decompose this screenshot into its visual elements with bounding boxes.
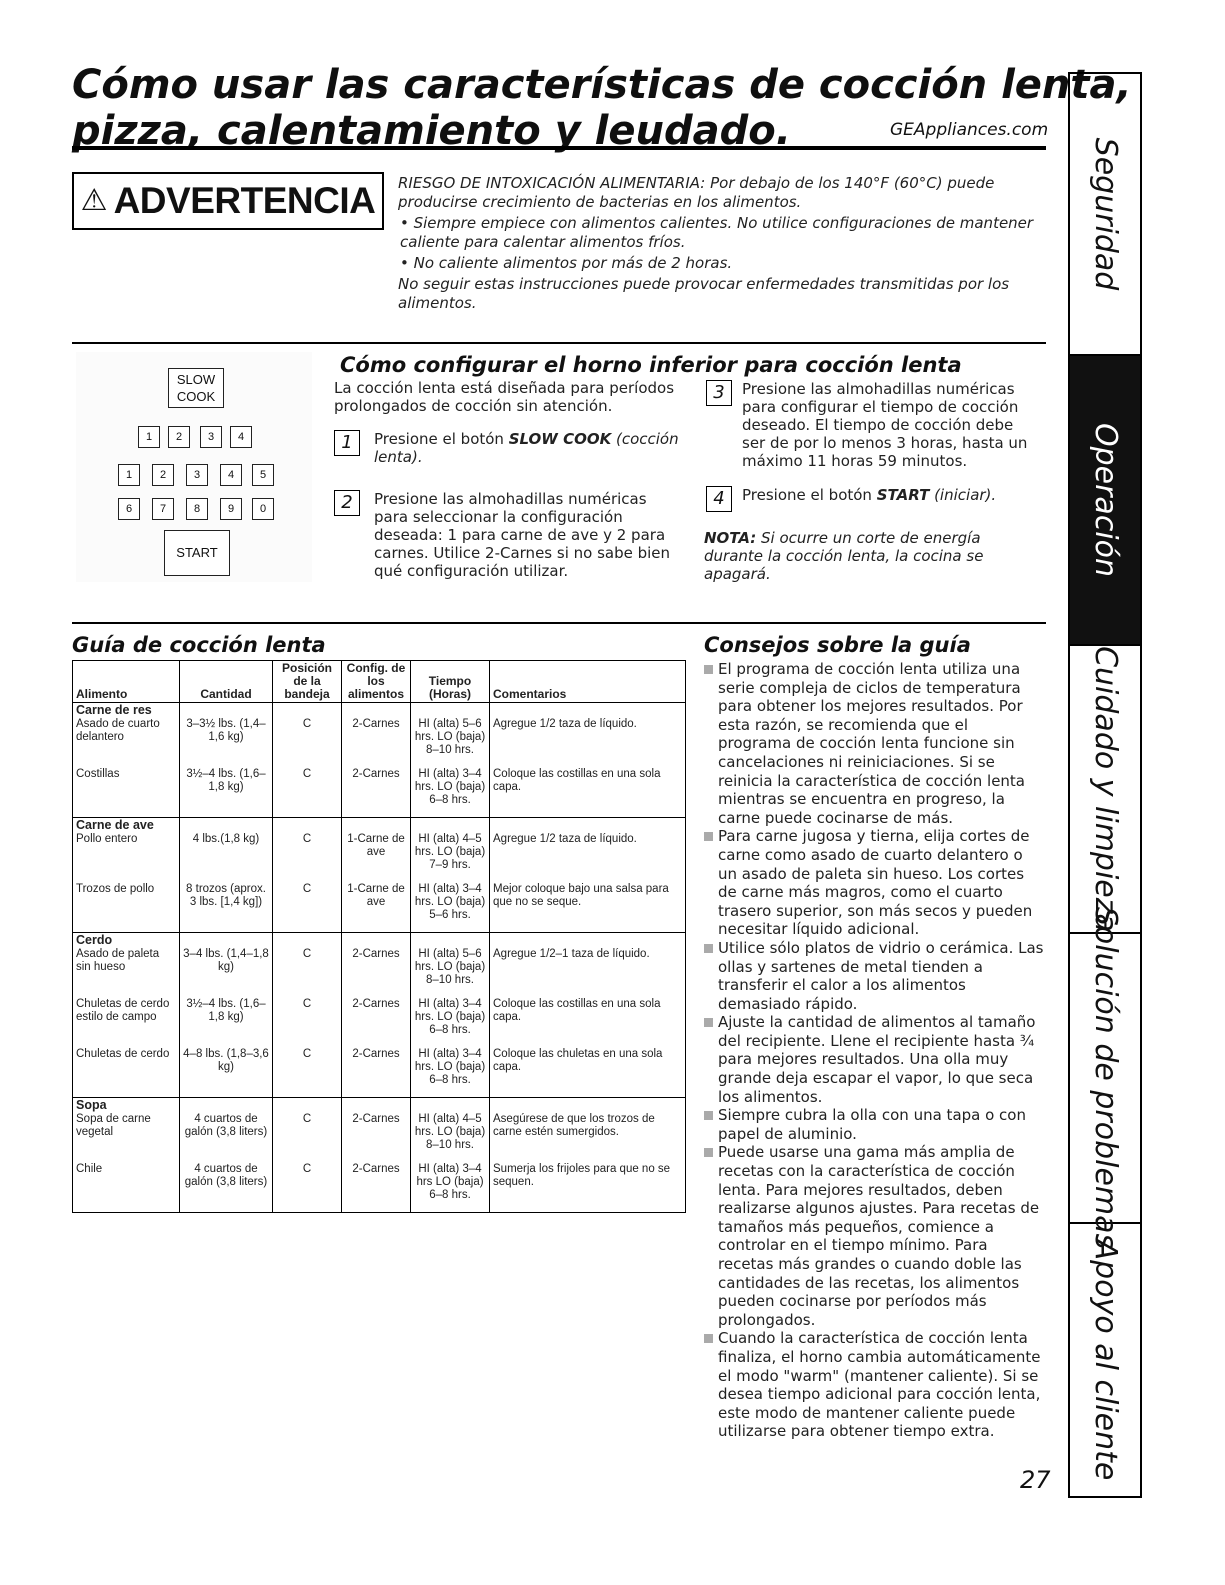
table-row xyxy=(73,717,686,767)
section-rule xyxy=(72,342,1046,344)
number-key: 9 xyxy=(220,498,242,520)
table-cell: HI (alta) 3–4 hrs. LO (baja) 6–8 hrs. xyxy=(411,997,490,1047)
tab-seguridad[interactable] xyxy=(1070,74,1140,356)
step-text: Presione el botón xyxy=(742,486,877,504)
table-cell: Coloque las chuletas en una sola capa. xyxy=(490,1047,686,1098)
number-key: 2 xyxy=(152,464,174,486)
tips-list xyxy=(704,660,1044,1441)
empty-cell xyxy=(490,1098,686,1113)
table-cell: Agregue 1/2–1 taza de líquido. xyxy=(490,947,686,997)
step-number: 2 xyxy=(334,490,360,516)
tab-operacion[interactable] xyxy=(1070,356,1140,646)
number-key: 4 xyxy=(230,426,252,448)
table-cell: C xyxy=(273,767,342,818)
bullet-square-icon xyxy=(704,1111,713,1120)
table-cell: Asegúrese de que los trozos de carne estén sumergidos. xyxy=(490,1112,686,1162)
empty-cell xyxy=(490,933,686,948)
table-cell: 2-Carnes xyxy=(342,767,411,818)
number-key: 1 xyxy=(118,464,140,486)
empty-cell xyxy=(273,818,342,833)
table-cell: C xyxy=(273,832,342,882)
tips-heading: Consejos sobre la guía xyxy=(704,633,971,657)
table-row xyxy=(73,882,686,933)
tip-item xyxy=(704,1329,1044,1441)
tab-label: Cuidado y limpieza xyxy=(1088,646,1123,932)
page-title xyxy=(72,62,1132,154)
table-cell: 1-Carne de ave xyxy=(342,832,411,882)
category-name: Carne de ave xyxy=(73,818,180,833)
table-cell: 2-Carnes xyxy=(342,997,411,1047)
empty-cell xyxy=(273,703,342,718)
step-number: 3 xyxy=(706,380,732,406)
note-text: Si ocurre un corte de energía durante la cocción lenta, la cocina se apagará. xyxy=(704,529,984,583)
step-1-text xyxy=(374,430,684,466)
title-line-2: pizza, calentamiento y leudado. xyxy=(72,108,791,154)
empty-cell xyxy=(490,703,686,718)
bullet-square-icon xyxy=(704,665,713,674)
table-cell: Asado de paleta sin hueso xyxy=(73,947,180,997)
column-header: Tiempo (Horas) xyxy=(411,661,490,703)
tip-text: Siempre cubra la olla con una tapa o con papel de aluminio. xyxy=(718,1106,1026,1143)
number-key: 2 xyxy=(168,426,190,448)
tip-item xyxy=(704,1013,1044,1106)
step-text: (cocción lenta). xyxy=(374,430,679,466)
table-cell: Trozos de pollo xyxy=(73,882,180,933)
table-cell: Coloque las costillas en una sola capa. xyxy=(490,767,686,818)
bullet-square-icon xyxy=(704,1334,713,1343)
table-row xyxy=(73,997,686,1047)
step-number: 1 xyxy=(334,430,360,456)
setup-heading: Cómo configurar el horno inferior para cocción lenta xyxy=(340,353,962,377)
table-cell: Agregue 1/2 taza de líquido. xyxy=(490,832,686,882)
column-header: Config. de los alimentos xyxy=(342,661,411,703)
tip-text: El programa de cocción lenta utiliza una serie compleja de ciclos de temperatura para obtener los mejores resultados. Por esta razón, se recomienda que el programa de cocción lenta funcione sin cancelaciones ni reiniciaciones. Si se reinicia la característica de cocción lenta mientras se encuentra en progreso, la carne puede cocinarse de más. xyxy=(718,660,1026,827)
tab-label: Apoyo al cliente xyxy=(1088,1239,1123,1481)
table-cell: 4 cuartos de galón (3,8 liters) xyxy=(180,1112,273,1162)
table-cell: Sopa de carne vegetal xyxy=(73,1112,180,1162)
table-row xyxy=(73,1112,686,1162)
warning-intro: RIESGO DE INTOXICACIÓN ALIMENTARIA: Por debajo de los 140°F (60°C) puede producirse crecimiento de bacterias en los alimentos. xyxy=(398,174,995,211)
empty-cell xyxy=(490,818,686,833)
section-rule xyxy=(72,622,1046,624)
title-line-1: Cómo usar las características de cocción lenta, xyxy=(72,62,1132,108)
table-cell: Sumerja los frijoles para que no se sequen. xyxy=(490,1162,686,1213)
button-name: START xyxy=(876,486,930,504)
number-key: 5 xyxy=(252,464,274,486)
column-header: Comentarios xyxy=(490,661,686,703)
table-row xyxy=(73,947,686,997)
tip-item xyxy=(704,660,1044,827)
number-key: 8 xyxy=(186,498,208,520)
empty-cell xyxy=(411,818,490,833)
tip-item xyxy=(704,1143,1044,1329)
number-key: 4 xyxy=(220,464,242,486)
category-name: Carne de res xyxy=(73,703,180,718)
table-cell: 2-Carnes xyxy=(342,717,411,767)
tip-item xyxy=(704,827,1044,939)
slow-cook-guide-table xyxy=(72,660,686,1213)
table-category-row xyxy=(73,703,686,718)
empty-cell xyxy=(180,818,273,833)
table-cell: C xyxy=(273,1112,342,1162)
number-key: 3 xyxy=(200,426,222,448)
note-label: NOTA: xyxy=(704,529,757,547)
table-cell: HI (alta) 4–5 hrs. LO (baja) 8–10 hrs. xyxy=(411,1112,490,1162)
table-cell: Pollo entero xyxy=(73,832,180,882)
table-cell: 2-Carnes xyxy=(342,1162,411,1213)
slow-cook-key xyxy=(168,368,224,408)
table-cell: C xyxy=(273,997,342,1047)
empty-cell xyxy=(180,703,273,718)
table-cell: C xyxy=(273,717,342,767)
table-header-row xyxy=(73,661,686,703)
empty-cell xyxy=(273,1098,342,1113)
number-key: 1 xyxy=(138,426,160,448)
table-cell: HI (alta) 5–6 hrs. LO (baja) 8–10 hrs. xyxy=(411,947,490,997)
step-text: (iniciar). xyxy=(929,486,997,504)
warning-label-text: ADVERTENCIA xyxy=(113,180,376,221)
empty-cell xyxy=(180,933,273,948)
table-cell: Chile xyxy=(73,1162,180,1213)
empty-cell xyxy=(342,818,411,833)
power-note xyxy=(704,529,1040,583)
table-cell: HI (alta) 3–4 hrs LO (baja) 6–8 hrs. xyxy=(411,1162,490,1213)
table-cell: 1-Carne de ave xyxy=(342,882,411,933)
tip-text: Cuando la característica de cocción lenta finaliza, el horno cambia automáticamente el modo "warm" (mantener caliente). Si se desea tiempo adicional para cocción lenta, este modo de mantener caliente puede utilizarse para obtener tiempo extra. xyxy=(718,1329,1041,1441)
setup-intro: La cocción lenta está diseñada para períodos prolongados de cocción sin atención. xyxy=(334,379,675,415)
step-text: Presione el botón xyxy=(374,430,509,448)
table-cell: 4–8 lbs. (1,8–3,6 kg) xyxy=(180,1047,273,1098)
table-cell: 3–3½ lbs. (1,4–1,6 kg) xyxy=(180,717,273,767)
table-cell: HI (alta) 4–5 hrs. LO (baja) 7–9 hrs. xyxy=(411,832,490,882)
number-key: 7 xyxy=(152,498,174,520)
slow-cook-key-label: SLOW xyxy=(176,372,216,387)
table-cell: C xyxy=(273,882,342,933)
warning-label xyxy=(72,172,384,230)
column-header: Cantidad xyxy=(180,661,273,703)
table-cell: HI (alta) 5–6 hrs. LO (baja) 8–10 hrs. xyxy=(411,717,490,767)
table-cell: Chuletas de cerdo xyxy=(73,1047,180,1098)
table-cell: 4 lbs.(1,8 kg) xyxy=(180,832,273,882)
warning-footer: No seguir estas instrucciones puede provocar enfermedades transmitidas por los alimentos. xyxy=(398,275,1010,312)
category-name: Sopa xyxy=(73,1098,180,1113)
empty-cell xyxy=(411,703,490,718)
empty-cell xyxy=(411,1098,490,1113)
step-3-text: Presione las almohadillas numéricas para configurar el tiempo de cocción deseado. El tiempo de cocción debe ser de por lo menos 3 horas, hasta un máximo 11 horas 59 minutos. xyxy=(742,380,1028,470)
table-category-row xyxy=(73,818,686,833)
table-cell: 3½–4 lbs. (1,6–1,8 kg) xyxy=(180,767,273,818)
empty-cell xyxy=(342,933,411,948)
column-header: Alimento xyxy=(73,661,180,703)
table-cell: HI (alta) 3–4 hrs. LO (baja) 6–8 hrs. xyxy=(411,1047,490,1098)
table-cell: C xyxy=(273,947,342,997)
table-row xyxy=(73,1047,686,1098)
empty-cell xyxy=(273,933,342,948)
table-cell: Mejor coloque bajo una salsa para que no se seque. xyxy=(490,882,686,933)
table-cell: 2-Carnes xyxy=(342,947,411,997)
tip-item xyxy=(704,1106,1044,1143)
tab-label: Operación xyxy=(1088,422,1123,578)
tab-label: Solución de problemas xyxy=(1088,906,1123,1250)
warning-bullet: • No caliente alimentos por más de 2 horas. xyxy=(400,254,733,272)
table-cell: HI (alta) 3–4 hrs. LO (baja) 5–6 hrs. xyxy=(411,882,490,933)
table-row xyxy=(73,1162,686,1213)
table-row xyxy=(73,832,686,882)
tip-text: Para carne jugosa y tierna, elija cortes de carne como asado de cuarto delantero o un asado de paleta sin hueso. Los cortes de carne más magros, como el cuarto trasero superior, son más secos y pueden necesitar líquido adicional. xyxy=(718,827,1033,939)
step-number: 4 xyxy=(706,486,732,512)
header-rule xyxy=(72,146,1046,150)
bullet-square-icon xyxy=(704,1148,713,1157)
warning-triangle-icon: ⚠ xyxy=(80,183,108,218)
warning-bullet: • Siempre empiece con alimentos calientes. No utilice configuraciones de mantener caliente para calentar alimentos fríos. xyxy=(400,214,1034,251)
table-cell: HI (alta) 3–4 hrs. LO (baja) 6–8 hrs. xyxy=(411,767,490,818)
table-cell: 3½–4 lbs. (1,6–1,8 kg) xyxy=(180,997,273,1047)
table-cell: Agregue 1/2 taza de líquido. xyxy=(490,717,686,767)
table-cell: Asado de cuarto delantero xyxy=(73,717,180,767)
tip-text: Puede usarse una gama más amplia de recetas con la característica de cocción lenta. Para mejores resultados, deben realizarse algunos ajustes. Para recetas de tamaños más pequeños, comience a controlar en el tiempo mínimo. Para recetas más grandes o cuando doble las cantidades de las recetas, los alimentos pueden cocinarse por períodos más prolongados. xyxy=(718,1143,1040,1329)
tab-label: Seguridad xyxy=(1088,137,1123,291)
tab-solucion-de-problemas[interactable] xyxy=(1070,906,1140,1250)
section-tabs xyxy=(1068,72,1142,1498)
number-key: 0 xyxy=(252,498,274,520)
start-key: START xyxy=(164,530,230,576)
guide-heading: Guía de cocción lenta xyxy=(72,633,326,657)
bullet-square-icon xyxy=(704,944,713,953)
table-cell: 8 trozos (aprox. 3 lbs. [1,4 kg]) xyxy=(180,882,273,933)
page-number: 27 xyxy=(1020,1466,1051,1494)
table-cell: 4 cuartos de galón (3,8 liters) xyxy=(180,1162,273,1213)
tip-text: Ajuste la cantidad de alimentos al tamaño del recipiente. Llene el recipiente hasta ¾ para mejores resultados. Una olla muy grande deja escapar el vapor, lo que seca los alimentos. xyxy=(718,1013,1036,1106)
table-row xyxy=(73,767,686,818)
empty-cell xyxy=(342,703,411,718)
tip-item xyxy=(704,939,1044,1013)
tab-apoyo-al-cliente[interactable] xyxy=(1070,1224,1140,1496)
bullet-square-icon xyxy=(704,832,713,841)
table-category-row xyxy=(73,933,686,948)
table-cell: C xyxy=(273,1047,342,1098)
empty-cell xyxy=(411,933,490,948)
table-category-row xyxy=(73,1098,686,1113)
empty-cell xyxy=(180,1098,273,1113)
warning-text xyxy=(398,174,1038,313)
step-2-text: Presione las almohadillas numéricas para seleccionar la configuración deseada: 1 para carne de ave y 2 para carnes. Utilice 2-Carnes si no sabe bien qué configuración utilizar. xyxy=(374,490,671,580)
table-cell: Costillas xyxy=(73,767,180,818)
step-4-text xyxy=(742,486,1032,504)
website-link[interactable]: GEAppliances.com xyxy=(890,120,1049,140)
slow-cook-key-label: COOK xyxy=(176,389,216,404)
number-key: 3 xyxy=(186,464,208,486)
column-header: Posición de la bandeja xyxy=(273,661,342,703)
bullet-square-icon xyxy=(704,1018,713,1027)
table-cell: Chuletas de cerdo estilo de campo xyxy=(73,997,180,1047)
tab-cuidado-y-limpieza[interactable] xyxy=(1070,646,1140,934)
number-key: 6 xyxy=(118,498,140,520)
table-cell: 3–4 lbs. (1,4–1,8 kg) xyxy=(180,947,273,997)
table-cell: C xyxy=(273,1162,342,1213)
button-name: SLOW COOK xyxy=(508,430,612,448)
tip-text: Utilice sólo platos de vidrio o cerámica. Las ollas y sartenes de metal tienden a transferir el calor a los alimentos demasiado rápido. xyxy=(718,938,1044,1013)
table-cell: 2-Carnes xyxy=(342,1112,411,1162)
table-cell: Coloque las costillas en una sola capa. xyxy=(490,997,686,1047)
category-name: Cerdo xyxy=(73,933,180,948)
empty-cell xyxy=(342,1098,411,1113)
table-cell: 2-Carnes xyxy=(342,1047,411,1098)
control-panel-illustration xyxy=(76,352,312,582)
